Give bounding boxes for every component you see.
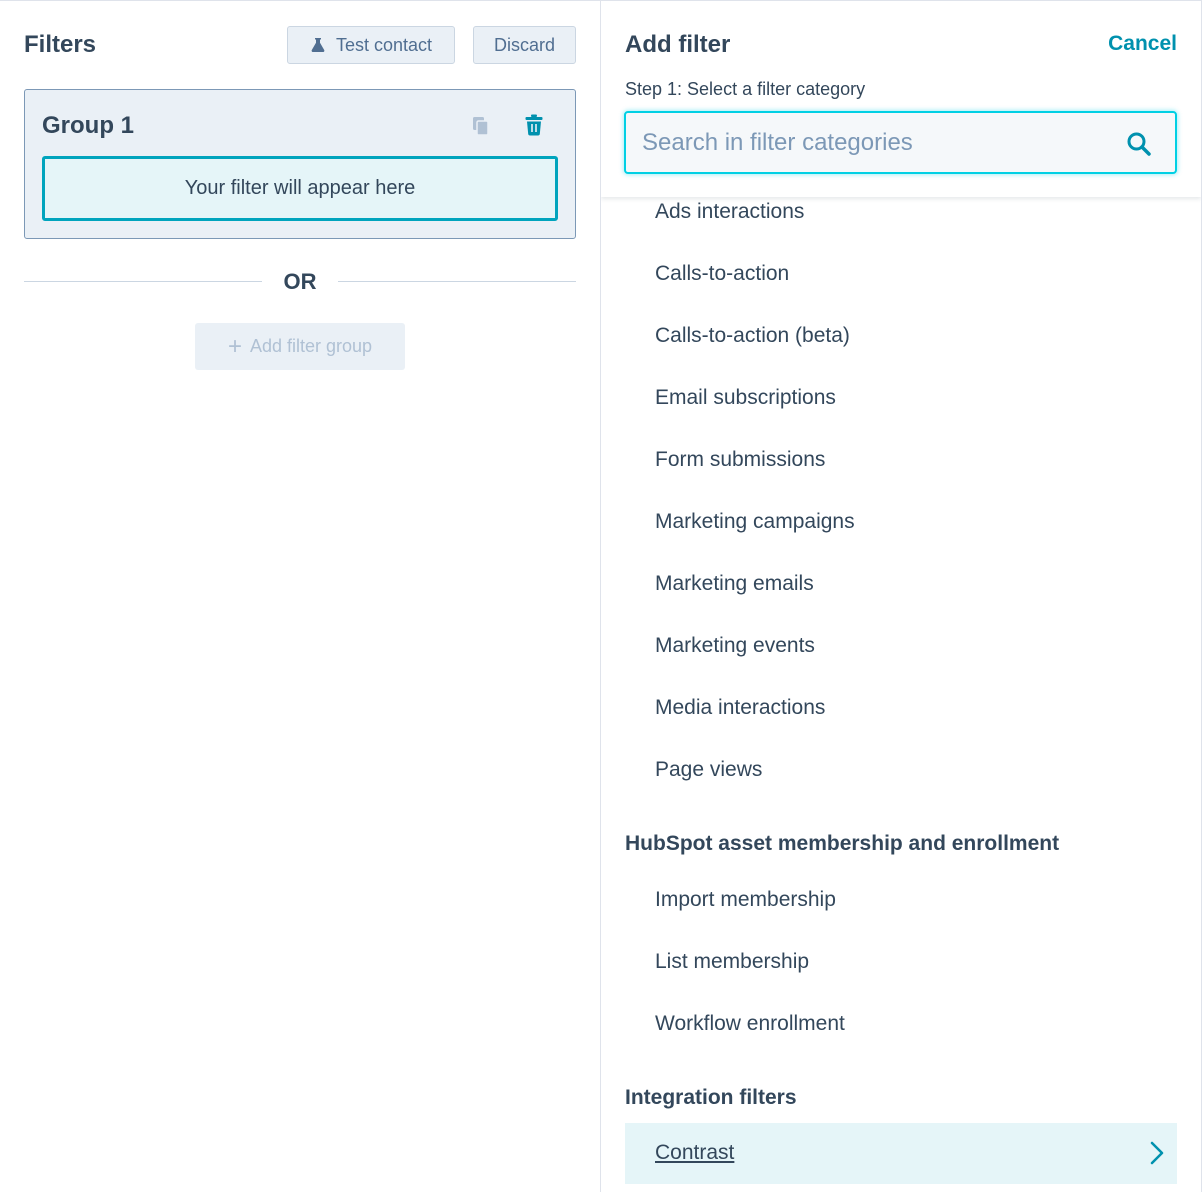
search-input[interactable] (626, 113, 1116, 172)
test-contact-label: Test contact (335, 34, 433, 55)
add-filter-group-button[interactable] (195, 323, 405, 370)
filter-category-list (601, 197, 1201, 1192)
plus-icon: + (227, 332, 242, 360)
list-item-contrast[interactable] (625, 1123, 1177, 1184)
list-item[interactable]: Calls-to-action (655, 262, 790, 285)
copy-icon[interactable] (469, 114, 493, 138)
search-box (624, 111, 1177, 174)
flask-icon (310, 37, 326, 53)
list-item[interactable]: Marketing campaigns (655, 510, 855, 533)
list-item[interactable]: Page views (655, 758, 763, 781)
test-contact-button[interactable] (287, 26, 455, 64)
list-item[interactable]: Form submissions (655, 448, 826, 471)
section-header-hubspot: HubSpot asset membership and enrollment (625, 832, 1060, 855)
section-header-integration: Integration filters (625, 1086, 797, 1109)
list-item[interactable]: Calls-to-action (beta) (655, 324, 850, 347)
divider-line (338, 281, 576, 282)
add-filter-title: Add filter (625, 31, 731, 58)
list-item[interactable]: Media interactions (655, 696, 826, 719)
search-icon[interactable] (1125, 130, 1153, 158)
or-label: OR (283, 269, 317, 294)
list-item[interactable]: Ads interactions (655, 200, 805, 223)
group-title: Group 1 (42, 112, 135, 139)
filter-group-card (24, 89, 576, 239)
discard-button[interactable]: Discard (473, 26, 576, 64)
filter-placeholder: Your filter will appear here (42, 156, 558, 221)
cancel-button[interactable]: Cancel (1108, 32, 1177, 55)
list-item[interactable]: Workflow enrollment (655, 1012, 845, 1035)
list-item-label: Contrast (655, 1141, 735, 1164)
chevron-right-icon (1149, 1140, 1165, 1166)
trash-icon[interactable] (522, 113, 546, 137)
list-item[interactable]: Import membership (655, 888, 836, 911)
add-filter-header (601, 1, 1201, 197)
list-item[interactable]: List membership (655, 950, 810, 973)
filters-title: Filters (24, 31, 97, 58)
add-filter-group-label: Add filter group (249, 336, 373, 356)
filters-panel (0, 0, 600, 1192)
list-item[interactable]: Email subscriptions (655, 386, 836, 409)
list-item[interactable]: Marketing events (655, 634, 815, 657)
list-item[interactable]: Marketing emails (655, 572, 814, 595)
add-filter-panel (600, 0, 1202, 1192)
or-divider (24, 263, 576, 301)
step-label: Step 1: Select a filter category (625, 79, 866, 99)
